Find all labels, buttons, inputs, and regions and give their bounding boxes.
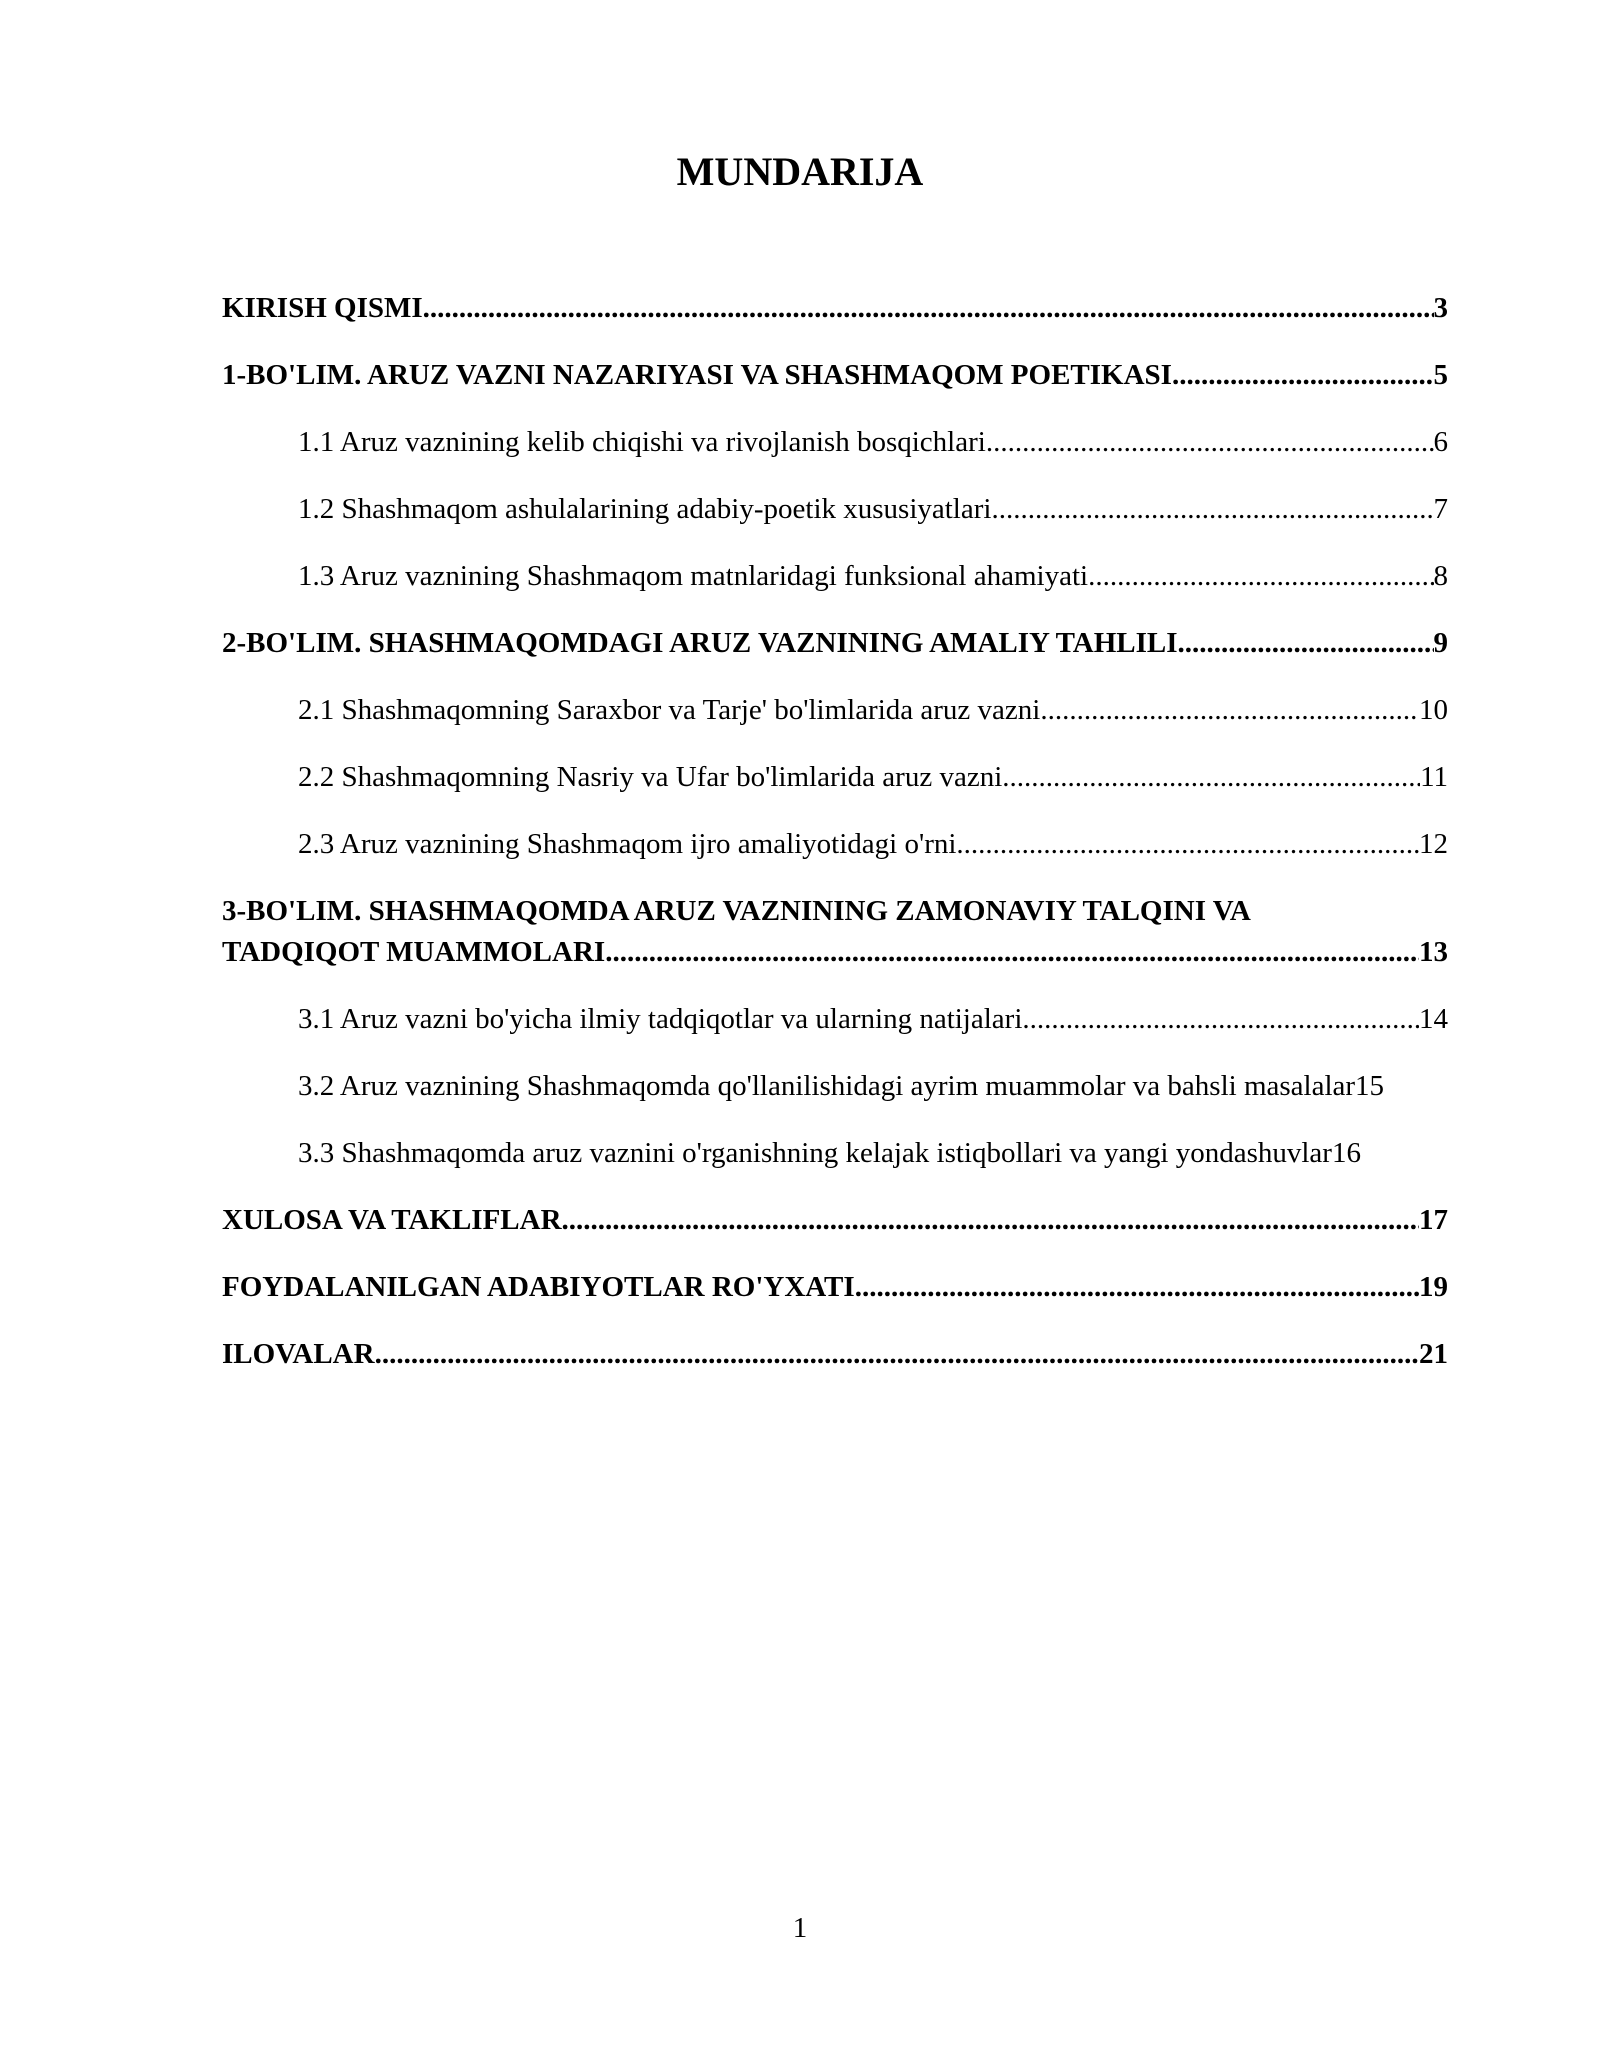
toc-dot-leader: [605, 932, 1419, 973]
toc-entry-label: 3.3 Shashmaqomda aruz vaznini o'rganishning kelajak istiqbollari va yangi yondashuvlar: [298, 1137, 1332, 1169]
toc-page-number: 13: [1419, 936, 1448, 968]
toc-entry-section-2-1[interactable]: [222, 690, 1448, 731]
toc-dot-leader: [991, 489, 1433, 530]
toc-dot-leader: [1002, 757, 1420, 798]
toc-entry-xulosa[interactable]: [222, 1200, 1448, 1241]
toc-entry-label: 1.1 Aruz vaznining kelib chiqishi va rivojlanish bosqichlari: [298, 426, 986, 458]
toc-entry-section-1-1[interactable]: [222, 422, 1448, 463]
toc-page-number: 9: [1433, 627, 1448, 659]
toc-entry-section-2-2[interactable]: [222, 757, 1448, 798]
toc-dot-leader: [855, 1267, 1419, 1308]
toc-entry-section-2-3[interactable]: [222, 824, 1448, 865]
toc-page-number: 15: [1355, 1070, 1385, 1102]
toc-page-number: 21: [1419, 1338, 1448, 1370]
toc-entry-label: 3.1 Aruz vazni bo'yicha ilmiy tadqiqotlar va ularning natijalari: [298, 1003, 1023, 1035]
page-number: 1: [792, 1912, 808, 1944]
toc-page-number: 10: [1419, 694, 1448, 726]
toc-entry-label: 3-BO'LIM. SHASHMAQOMDA ARUZ VAZNINING ZAMONAVIY TALQINI VA: [222, 895, 1251, 927]
toc-entry-label: FOYDALANILGAN ADABIYOTLAR RO'YXATI: [222, 1271, 855, 1303]
toc-page-number: 11: [1420, 761, 1448, 793]
toc-entry-label: 2.2 Shashmaqomning Nasriy va Ufar bo'limlarida aruz vazni: [298, 761, 1003, 793]
toc-entry-second-line: [222, 932, 1448, 973]
toc-entry-label: 1-BO'LIM. ARUZ VAZNI NAZARIYASI VA SHASHMAQOM POETIKASI: [222, 359, 1172, 391]
toc-dot-leader: [1040, 690, 1419, 731]
toc-page-number: 16: [1331, 1137, 1361, 1169]
toc-entry-chapter-1[interactable]: [222, 355, 1448, 396]
toc-entry-label: KIRISH QISMI: [222, 292, 423, 324]
toc-entry-adabiyotlar[interactable]: [222, 1267, 1448, 1308]
toc-entry-label: 2.1 Shashmaqomning Saraxbor va Tarje' bo'limlarida aruz vazni: [298, 694, 1041, 726]
toc-dot-leader: [956, 824, 1419, 865]
toc-dot-leader: [1088, 556, 1433, 597]
toc-entry-chapter-2[interactable]: [222, 623, 1448, 664]
toc-dot-leader: [1172, 355, 1434, 396]
toc-entry-first-line: [222, 891, 1448, 932]
toc-entry-label: 1.3 Aruz vaznining Shashmaqom matnlaridagi funksional ahamiyati: [298, 560, 1089, 592]
toc-dot-leader: [423, 288, 1434, 329]
toc-entry-label: XULOSA VA TAKLIFLAR: [222, 1204, 562, 1236]
toc-entry-chapter-3[interactable]: [222, 891, 1448, 973]
toc-page-number: 17: [1419, 1204, 1448, 1236]
toc-entry-section-3-1[interactable]: [222, 999, 1448, 1040]
toc-dot-leader: [375, 1334, 1419, 1375]
toc-entry-label: 2.3 Aruz vaznining Shashmaqom ijro amaliyotidagi o'rni: [298, 828, 957, 860]
toc-dot-leader: [986, 422, 1434, 463]
toc-dot-leader: [1178, 623, 1434, 664]
toc-page-number: 19: [1419, 1271, 1448, 1303]
toc-entry-label: ILOVALAR: [222, 1338, 375, 1370]
toc-page-number: 5: [1433, 359, 1448, 391]
toc-page-number: 8: [1433, 560, 1448, 592]
toc-entry-label: 3.2 Aruz vaznining Shashmaqomda qo'llanilishidagi ayrim muammolar va bahsli masalalar: [298, 1070, 1356, 1102]
toc-entry-section-1-2[interactable]: [222, 489, 1448, 530]
table-of-contents: [222, 288, 1448, 1401]
toc-page-number: 6: [1433, 426, 1448, 458]
toc-entry-section-1-3[interactable]: [222, 556, 1448, 597]
page-title: MUNDARIJA: [676, 149, 924, 194]
toc-dot-leader: [562, 1200, 1419, 1241]
toc-page-number: 14: [1419, 1003, 1448, 1035]
toc-dot-leader: [1022, 999, 1419, 1040]
toc-page-number: 3: [1433, 292, 1448, 324]
toc-page-number: 7: [1433, 493, 1448, 525]
toc-entry-label: TADQIQOT MUAMMOLARI: [222, 936, 606, 968]
toc-entry-label: 2-BO'LIM. SHASHMAQOMDAGI ARUZ VAZNINING AMALIY TAHLILI: [222, 627, 1178, 659]
toc-entry-kirish[interactable]: [222, 288, 1448, 329]
toc-page-number: 12: [1419, 828, 1448, 860]
toc-entry-label: 1.2 Shashmaqom ashulalarining adabiy-poetik xususiyatlari: [298, 493, 992, 525]
toc-entry-section-3-3[interactable]: [222, 1133, 1448, 1174]
toc-entry-section-3-2[interactable]: [222, 1066, 1448, 1107]
toc-entry-ilovalar[interactable]: [222, 1334, 1448, 1375]
